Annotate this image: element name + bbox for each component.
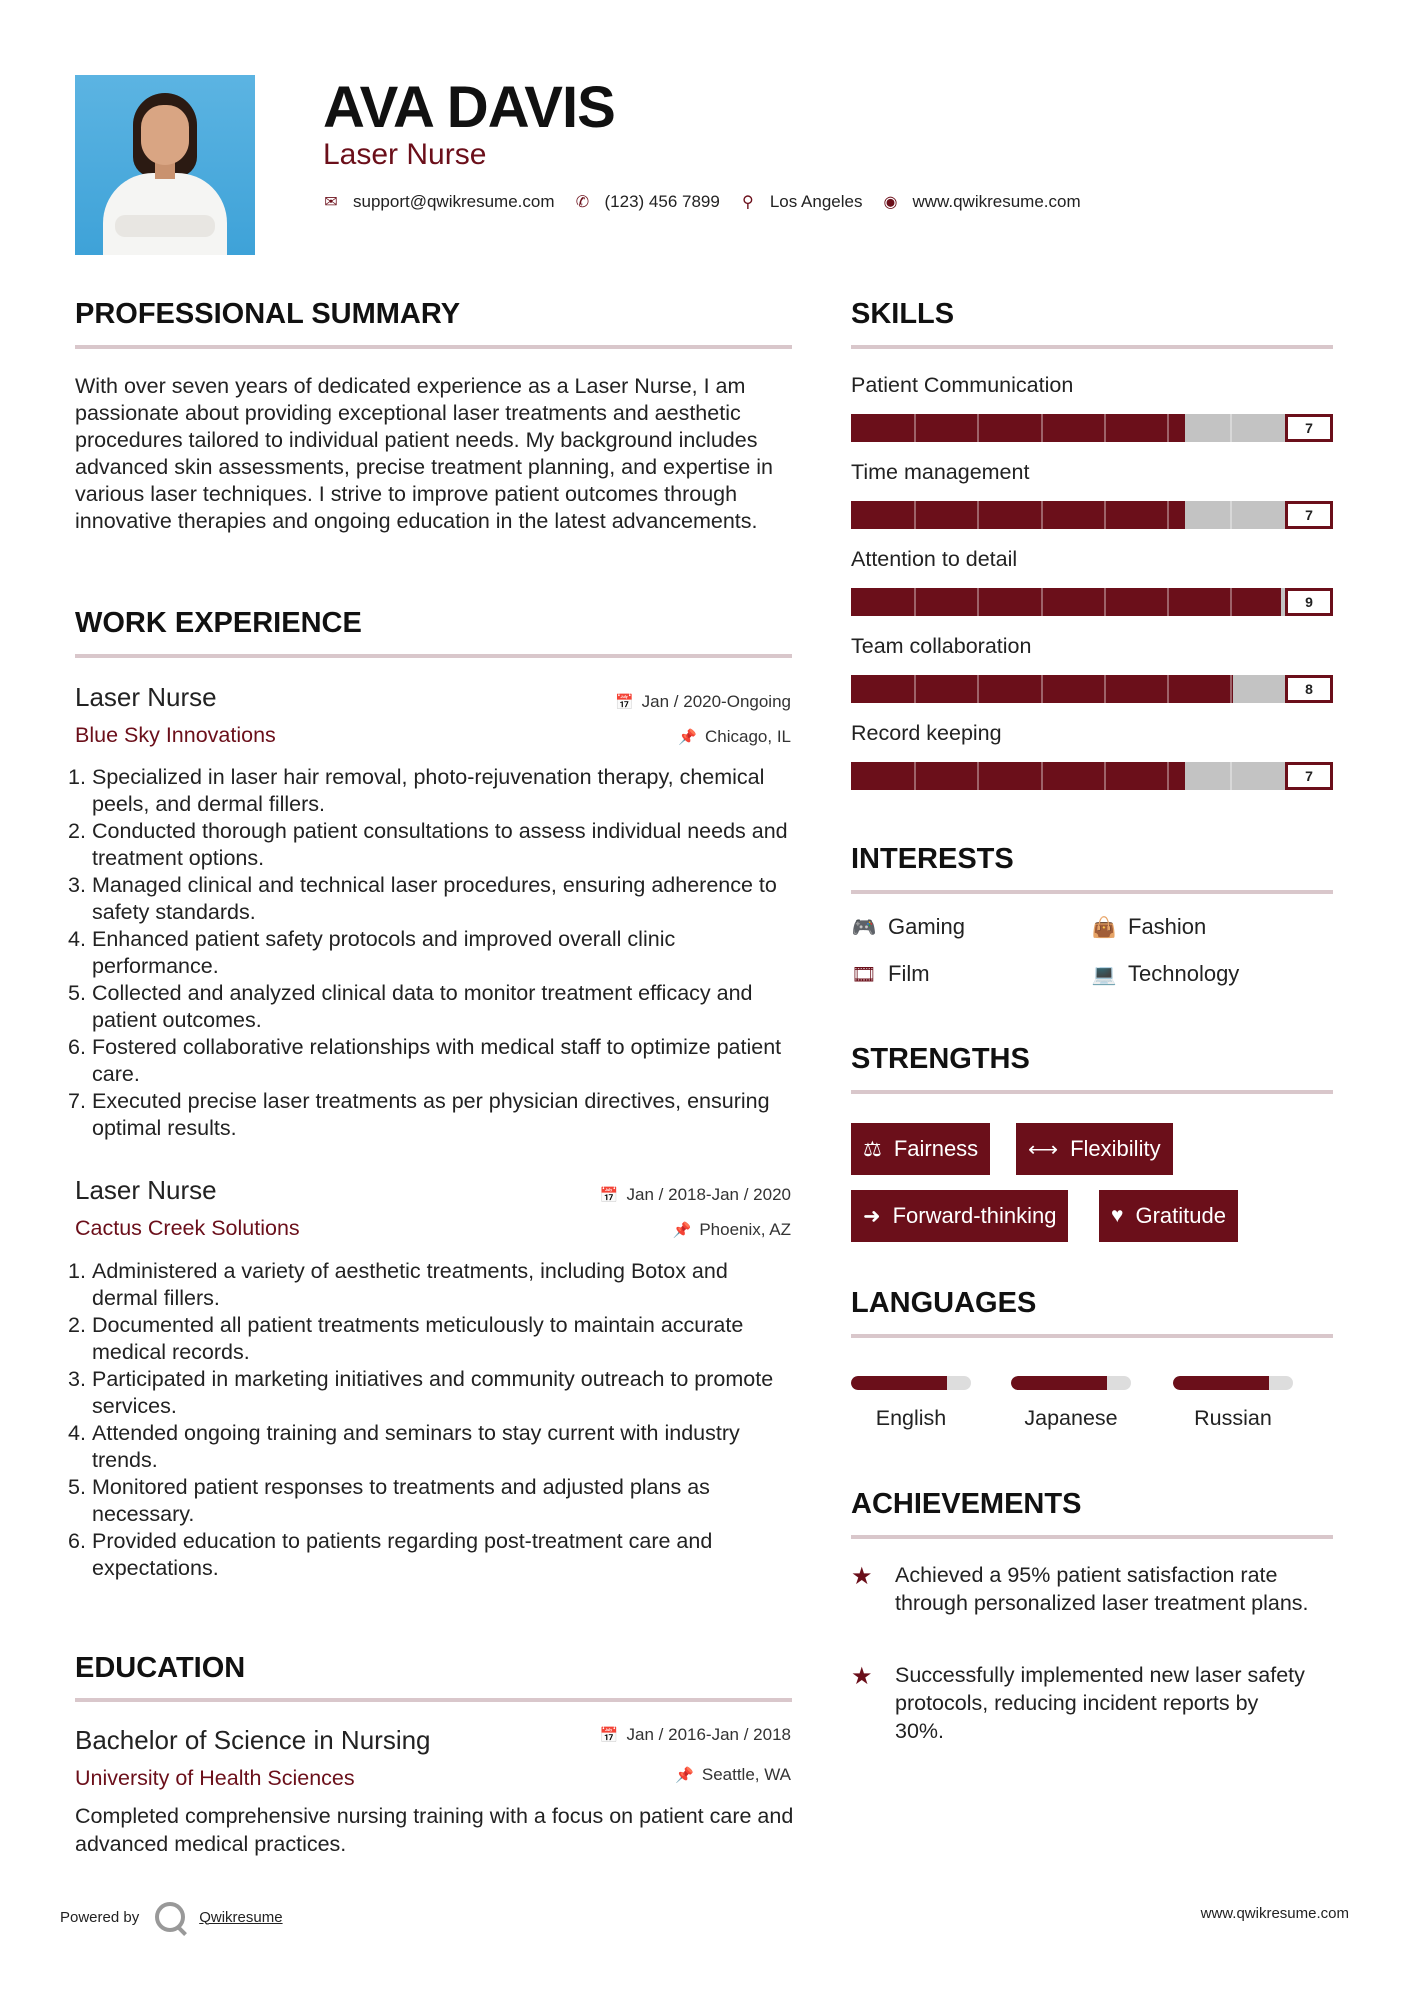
calendar-icon: 📅 <box>599 1187 619 1204</box>
skill-bar-divider <box>1230 588 1232 616</box>
education-degree: Bachelor of Science in Nursing <box>75 1725 431 1755</box>
interests-rule <box>851 890 1333 894</box>
strength-label: Gratitude <box>1135 1203 1226 1228</box>
skill-bar-divider <box>1230 501 1232 529</box>
interest-label: Fashion <box>1128 914 1207 939</box>
interest-label: Technology <box>1128 961 1240 986</box>
list-item: 6. Provided education to patients regarding post-treatment care and expectations. <box>68 1529 713 1580</box>
strength-forward-thinking <box>851 1190 1068 1242</box>
skill-bar-divider <box>914 762 916 790</box>
skill-bar-divider <box>1167 588 1169 616</box>
summary-rule <box>75 345 792 349</box>
education-school: University of Health Sciences <box>75 1766 355 1790</box>
skill-bar-divider <box>1041 588 1043 616</box>
skill-2-name: Time management <box>851 460 1030 484</box>
skill-bar-divider <box>1104 588 1106 616</box>
skill-bar-divider <box>1104 501 1106 529</box>
skill-2-fill <box>851 501 1185 529</box>
skills-heading: SKILLS <box>851 298 955 330</box>
achievement-text: Achieved a 95% patient satisfaction rate through personalized laser treatment plans. <box>895 1563 1309 1615</box>
skill-bar-divider <box>1104 675 1106 703</box>
interests-heading: INTERESTS <box>851 843 1014 875</box>
arrow-right-icon: ➜ <box>863 1204 881 1228</box>
strengths-rule <box>851 1090 1333 1094</box>
pushpin-icon: 📌 <box>672 1222 692 1239</box>
achievements-heading: ACHIEVEMENTS <box>851 1488 1082 1520</box>
interest-label: Film <box>888 961 930 986</box>
interest-gaming <box>851 914 965 940</box>
calendar-icon: 📅 <box>614 694 634 711</box>
achievement-1 <box>851 1561 1311 1617</box>
list-item: 3. Managed clinical and technical laser procedures, ensuring adherence to safety standards. <box>68 873 777 924</box>
list-item: 2. Documented all patient treatments meticulously to maintain accurate medical records. <box>68 1313 744 1364</box>
skill-bar-divider <box>1230 675 1232 703</box>
strength-label: Flexibility <box>1070 1136 1161 1161</box>
qwikresume-logo-icon <box>155 1902 185 1932</box>
skill-bar-divider <box>1041 762 1043 790</box>
skill-bar-divider <box>914 588 916 616</box>
skill-bar-divider <box>977 501 979 529</box>
list-item: 1. Administered a variety of aesthetic treatments, including Botox and dermal fillers. <box>68 1259 728 1310</box>
strength-label: Forward-thinking <box>892 1203 1057 1228</box>
achievements-rule <box>851 1535 1333 1539</box>
interest-technology <box>1091 961 1239 987</box>
interest-label: Gaming <box>888 914 966 939</box>
powered-by-text: Powered by <box>60 1908 140 1926</box>
strengths-heading: STRENGTHS <box>851 1043 1030 1075</box>
contact-bar <box>323 192 1101 212</box>
summary-text: With over seven years of dedicated experience as a Laser Nurse, I am passionate about providing exceptional laser treatments and aesthetic procedures tailored to individual patient needs. My background includes advanced skin assessments, precise treatment planning, and expertise in various laser techniques. I strive to improve patient outcomes through innovative therapies and ongoing education in the latest advancements. <box>75 374 773 533</box>
skill-bar-divider <box>1167 414 1169 442</box>
candidate-title: Laser Nurse <box>323 138 487 171</box>
skill-bar-divider <box>977 675 979 703</box>
map-pin-icon: ⚲ <box>741 194 754 211</box>
languages-rule <box>851 1334 1333 1338</box>
email-text: support@qwikresume.com <box>353 192 555 211</box>
laptop-icon: 💻 <box>1091 963 1117 986</box>
language-3-fill <box>1173 1376 1269 1390</box>
job-2-title: Laser Nurse <box>75 1175 217 1205</box>
skill-bar-divider <box>914 675 916 703</box>
skill-4-bar <box>851 675 1333 703</box>
brand-link[interactable]: Qwikresume <box>199 1908 283 1926</box>
skill-bar-divider <box>1167 501 1169 529</box>
pushpin-icon: 📌 <box>678 729 697 746</box>
job-1-bullets <box>68 764 798 1142</box>
language-3-bar <box>1173 1376 1293 1390</box>
education-rule <box>75 1698 792 1702</box>
strength-flexibility <box>1016 1123 1173 1175</box>
language-2-bar <box>1011 1376 1131 1390</box>
skill-bar-divider <box>1230 762 1232 790</box>
job-2-dates <box>600 1185 791 1205</box>
skill-bar-divider <box>1041 501 1043 529</box>
skill-bar-divider <box>1104 762 1106 790</box>
skill-1-score: 7 <box>1285 414 1333 442</box>
envelope-icon: ✉ <box>324 194 338 211</box>
skill-5-fill <box>851 762 1185 790</box>
list-item: 4. Enhanced patient safety protocols and improved overall clinic performance. <box>68 927 676 978</box>
skill-bar-divider <box>1104 414 1106 442</box>
profile-photo <box>75 75 255 255</box>
language-2-name: Japanese <box>1024 1406 1118 1430</box>
skill-2-score: 7 <box>1285 501 1333 529</box>
achievement-2 <box>851 1661 1311 1745</box>
list-item: 4. Attended ongoing training and seminars to stay current with industry trends. <box>68 1421 740 1472</box>
footer-website[interactable]: www.qwikresume.com <box>1200 1905 1349 1922</box>
globe-icon: ◉ <box>883 194 898 211</box>
language-1-name: English <box>875 1406 947 1430</box>
skill-bar-divider <box>977 588 979 616</box>
candidate-name: AVA DAVIS <box>323 75 615 140</box>
education-heading: EDUCATION <box>75 1652 246 1684</box>
education-location <box>675 1765 791 1785</box>
education-location-text: Seattle, WA <box>701 1765 791 1784</box>
education-dates-text: Jan / 2016-Jan / 2018 <box>626 1725 791 1744</box>
language-1-fill <box>851 1376 947 1390</box>
job-2-location-text: Phoenix, AZ <box>699 1220 791 1239</box>
experience-rule <box>75 654 792 658</box>
skill-2-bar <box>851 501 1333 529</box>
skill-1-bar <box>851 414 1333 442</box>
language-3-name: Russian <box>1194 1406 1272 1430</box>
pushpin-icon: 📌 <box>675 1767 694 1784</box>
skill-bar-divider <box>1041 414 1043 442</box>
job-2-dates-text: Jan / 2018-Jan / 2020 <box>626 1185 791 1204</box>
location-text: Los Angeles <box>769 192 863 211</box>
job-1-dates-text: Jan / 2020-Ongoing <box>641 692 791 711</box>
calendar-icon: 📅 <box>599 1727 619 1744</box>
experience-heading: WORK EXPERIENCE <box>75 607 362 639</box>
film-icon: 🎞 <box>851 963 877 986</box>
skill-3-name: Attention to detail <box>851 547 1018 571</box>
education-description: Completed comprehensive nursing training with a focus on patient care and advanced medical practices. <box>75 1804 794 1856</box>
languages-heading: LANGUAGES <box>851 1287 1037 1319</box>
education-dates <box>600 1725 791 1745</box>
language-1-bar <box>851 1376 971 1390</box>
phone-text: (123) 456 7899 <box>604 192 720 211</box>
skill-4-name: Team collaboration <box>851 634 1032 658</box>
list-item: 5. Collected and analyzed clinical data to monitor treatment efficacy and patient outcomes. <box>68 981 753 1032</box>
language-2-fill <box>1011 1376 1107 1390</box>
skill-3-bar <box>851 588 1333 616</box>
list-item: 5. Monitored patient responses to treatments and adjusted plans as necessary. <box>68 1475 710 1526</box>
skill-bar-divider <box>914 501 916 529</box>
shooting-star-icon: ★ <box>851 1663 873 1690</box>
list-item: 2. Conducted thorough patient consultations to assess individual needs and treatment options. <box>68 819 788 870</box>
heart-icon: ♥ <box>1111 1204 1124 1227</box>
skill-bar-divider <box>1041 675 1043 703</box>
summary-heading: PROFESSIONAL SUMMARY <box>75 298 461 330</box>
interest-film <box>851 961 930 987</box>
job-1-title: Laser Nurse <box>75 682 217 712</box>
contact-website[interactable] <box>882 192 1080 212</box>
phone-icon: ✆ <box>575 194 590 211</box>
scale-icon: ⚖ <box>863 1137 882 1161</box>
skill-bar-divider <box>914 414 916 442</box>
footer-powered-by <box>60 1902 283 1932</box>
skill-bar-divider <box>977 414 979 442</box>
list-item: 3. Participated in marketing initiatives and community outreach to promote services. <box>68 1367 774 1418</box>
job-1-location-text: Chicago, IL <box>705 727 791 746</box>
skill-5-name: Record keeping <box>851 721 1002 745</box>
skill-4-score: 8 <box>1285 675 1333 703</box>
skill-bar-divider <box>1230 414 1232 442</box>
list-item: 7. Executed precise laser treatments as per physician directives, ensuring optimal results. <box>68 1089 770 1140</box>
skill-5-score: 7 <box>1285 762 1333 790</box>
contact-phone[interactable] <box>575 192 720 212</box>
job-1-dates <box>615 692 791 712</box>
skill-1-name: Patient Communication <box>851 373 1074 397</box>
shooting-star-icon: ★ <box>851 1563 873 1590</box>
job-1-location <box>678 727 791 747</box>
list-item: 6. Fostered collaborative relationships with medical staff to optimize patient care. <box>68 1035 782 1086</box>
achievement-text: Successfully implemented new laser safety protocols, reducing incident reports by 30%. <box>895 1663 1305 1743</box>
skill-5-bar <box>851 762 1333 790</box>
website-text: www.qwikresume.com <box>912 192 1081 211</box>
skill-1-fill <box>851 414 1185 442</box>
strength-label: Fairness <box>893 1136 979 1161</box>
job-2-company: Cactus Creek Solutions <box>75 1216 300 1240</box>
strength-gratitude <box>1099 1190 1238 1242</box>
job-2-bullets <box>68 1258 798 1582</box>
skill-bar-divider <box>977 762 979 790</box>
job-2-location <box>673 1220 791 1240</box>
contact-location <box>740 192 863 212</box>
strength-fairness <box>851 1123 990 1175</box>
interest-fashion <box>1091 914 1206 940</box>
skill-bar-divider <box>1167 762 1169 790</box>
shopping-bag-icon: 👜 <box>1091 916 1117 939</box>
list-item: 1. Specialized in laser hair removal, photo-rejuvenation therapy, chemical peels, and dermal fillers. <box>68 765 765 816</box>
contact-email[interactable] <box>323 192 555 212</box>
arrows-horizontal-icon: ⟷ <box>1028 1137 1059 1161</box>
job-1-company: Blue Sky Innovations <box>75 723 276 747</box>
skill-bar-divider <box>1167 675 1169 703</box>
gamepad-icon: 🎮 <box>851 916 877 939</box>
skill-3-score: 9 <box>1285 588 1333 616</box>
skills-rule <box>851 345 1333 349</box>
